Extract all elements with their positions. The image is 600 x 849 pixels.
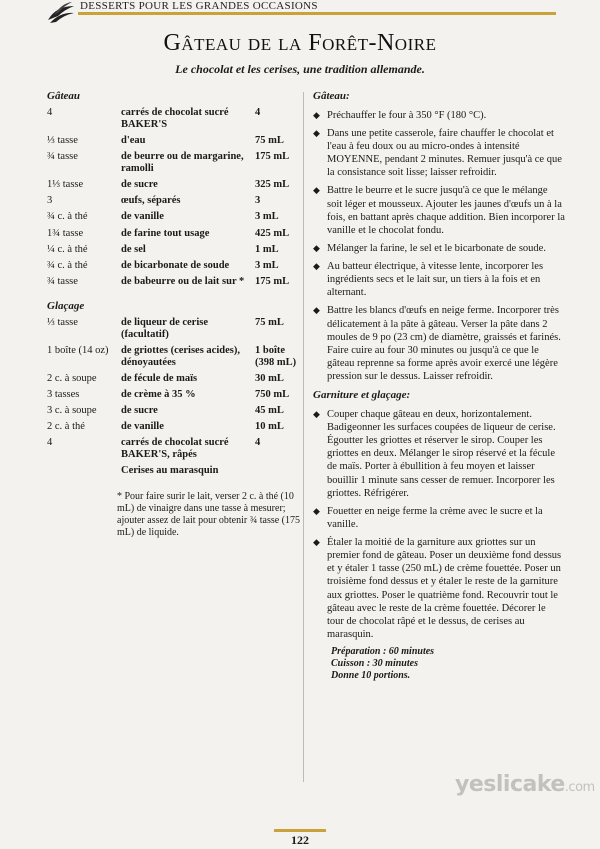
section-heading-gateau: Gâteau: [47, 90, 80, 102]
ingredient-quantity: 3 tasses: [47, 389, 80, 401]
ingredient-list-glacage: [47, 317, 297, 478]
ingredient-row: [47, 244, 297, 256]
instruction-step: [313, 184, 565, 237]
ingredient-quantity: 1¾ tasse: [47, 227, 84, 239]
ingredient-quantity: 2 c. à thé: [47, 421, 85, 433]
ingredient-row: [47, 211, 297, 223]
watermark-logo: [455, 772, 595, 797]
page-subtitle: Le chocolat et les cerises, une tradition allemande.: [175, 62, 425, 76]
ingredient-row: [47, 465, 297, 477]
ingredient-list-gateau: [47, 107, 297, 288]
instruction-step: [313, 536, 565, 641]
step-text: Préchauffer le four à 350 °F (180 °C).: [327, 109, 487, 121]
ingredient-name: de vanille: [121, 211, 164, 223]
ingredient-row: [47, 135, 297, 147]
ingredient-metric: 30 mL: [255, 373, 284, 384]
ingredient-name: de crème à 35 %: [121, 389, 196, 401]
footer-rule: [274, 829, 326, 832]
ingredient-quantity: 3 c. à soupe: [47, 405, 97, 417]
timing-info: [331, 646, 565, 682]
steps-heading-gateau: Gâteau:: [313, 90, 350, 102]
leaf-logo-icon: [46, 2, 76, 24]
step-list-gateau: [313, 109, 565, 383]
column-divider: [303, 92, 304, 782]
ingredient-metric: 1 mL: [255, 243, 279, 255]
ingredient-quantity: 1⅓ tasse: [47, 179, 84, 191]
ingredient-metric: 4: [255, 107, 261, 118]
ingredient-name: d'eau: [121, 135, 146, 147]
instruction-step: [313, 304, 565, 383]
ingredient-quantity: ⅓ tasse: [47, 316, 78, 328]
ingredient-name: œufs, séparés: [121, 195, 181, 207]
ingredient-quantity: ¾ c. à thé: [47, 211, 88, 223]
step-text: Étaler la moitié de la garniture aux griottes sur un premier fond de gâteau. Poser un deuxième fond dessus et y étaler 1 tasse (250 mL) de crème fouettée. Poser un troisième fond dessus et y étaler le reste de la garniture aux griottes. Poser le quatrième fond. Recouvrir tout le gâteau avec le reste de la crème fouettée. Décorer le tour de chocolat râpé et le dessus, de cerises au marasquin.: [327, 537, 562, 640]
step-text: Au batteur électrique, à vitesse lente, incorporer les ingrédients secs et le lait sur, un tiers à la fois et en alternant.: [327, 261, 544, 299]
ingredient-row: [47, 389, 297, 401]
ingredient-metric: 75 mL: [255, 135, 284, 147]
header-rule: [78, 12, 556, 15]
ingredient-metric: 4: [255, 437, 261, 449]
diamond-bullet-icon: ◆: [313, 305, 320, 316]
ingredient-metric: 45 mL: [255, 405, 284, 417]
diamond-bullet-icon: ◆: [313, 505, 320, 516]
diamond-bullet-icon: ◆: [313, 127, 320, 138]
ingredient-metric: 750 mL: [255, 389, 290, 401]
ingredient-row: [47, 276, 297, 288]
ingredient-row: [47, 373, 297, 385]
ingredient-name: de beurre ou de margarine, ramolli: [121, 151, 244, 175]
ingredient-quantity: 2 c. à soupe: [47, 373, 97, 384]
ingredient-metric: 3 mL: [255, 259, 279, 271]
instruction-step: [313, 260, 565, 299]
ingredients-column: [47, 90, 300, 539]
ingredient-row: [47, 107, 297, 131]
instruction-step: [313, 242, 565, 255]
diamond-bullet-icon: ◆: [313, 242, 320, 253]
watermark-main: yeslicake: [455, 772, 565, 797]
ingredient-metric: 325 mL: [255, 179, 290, 191]
ingredient-name: de vanille: [121, 421, 164, 433]
ingredient-row: [47, 421, 297, 433]
instructions-column: [313, 90, 565, 682]
step-list-garniture: [313, 408, 565, 641]
ingredient-metric: 1 boîte (398 mL): [255, 344, 297, 368]
ingredient-name: de fécule de maïs: [121, 373, 198, 384]
ingredient-metric: 425 mL: [255, 227, 290, 239]
instruction-step: [313, 127, 565, 180]
ingredient-metric: 175 mL: [255, 151, 290, 163]
ingredient-quantity: ¾ c. à thé: [47, 259, 88, 271]
ingredient-row: [47, 228, 297, 240]
ingredient-name: carrés de chocolat sucré BAKER'S, râpés: [121, 437, 229, 461]
ingredient-quantity: ¼ c. à thé: [47, 243, 88, 255]
ingredient-metric: 3 mL: [255, 211, 279, 223]
instruction-step: [313, 109, 565, 122]
yield: Donne 10 portions.: [331, 670, 411, 681]
ingredient-name: de griottes (cerises acides), dénoyautées: [121, 344, 240, 368]
footnote: * Pour faire surir le lait, verser 2 c. à thé (10 mL) de vinaigre dans une tasse à mesurer; ajouter assez de lait pour obtenir ¾ tasse (175 mL) de liquide.: [117, 491, 300, 539]
ingredient-quantity: ¾ tasse: [47, 151, 78, 163]
ingredient-row: [47, 345, 297, 369]
ingredient-row: [47, 179, 297, 191]
steps-heading-garniture: Garniture et glaçage:: [313, 389, 411, 402]
ingredient-row: [47, 405, 297, 417]
ingredient-metric: 3: [255, 195, 261, 207]
step-text: Battre le beurre et le sucre jusqu'à ce que le mélange soit léger et mousseux. Ajouter les jaunes d'œufs un à la fois, en battant après chaque addition. Bien incorporer la vanille et le chocolat fondu.: [327, 185, 565, 236]
ingredient-name: de bicarbonate de soude: [121, 259, 230, 271]
ingredient-quantity: 4: [47, 107, 53, 118]
header-title: DESSERTS POUR LES GRANDES OCCASIONS: [80, 0, 318, 12]
step-text: Mélanger la farine, le sel et le bicarbonate de soude.: [327, 242, 546, 254]
diamond-bullet-icon: ◆: [313, 185, 320, 196]
instruction-step: [313, 505, 565, 531]
diamond-bullet-icon: ◆: [313, 408, 320, 419]
ingredient-name: de liqueur de cerise (facultatif): [121, 316, 209, 340]
section-heading-glacage: Glaçage: [47, 299, 85, 312]
ingredient-metric: 175 mL: [255, 275, 290, 287]
diamond-bullet-icon: ◆: [313, 109, 320, 120]
ingredient-name: de sucre: [121, 405, 158, 417]
ingredient-name: Cerises au marasquin: [121, 465, 219, 477]
ingredient-quantity: ¾ tasse: [47, 275, 78, 287]
ingredient-quantity: 4: [47, 437, 53, 449]
step-text: Battre les blancs d'œufs en neige ferme. Incorporer très délicatement à la pâte à gâteau. Verser la pâte dans 2 moules de 9 po (23 cm) de diamètre, graissés et farinés. Faire cuire au four 30 minutes ou jusqu'à ce que le gâteau reprenne sa forme après avoir exercé une légère pression sur le dessus. Laisser refroidir.: [327, 305, 561, 382]
diamond-bullet-icon: ◆: [313, 537, 320, 547]
step-text: Fouetter en neige ferme la crème avec le sucre et la vanille.: [327, 505, 543, 530]
page-header: [0, 0, 600, 26]
page-title: Gâteau de la Forêt-Noire: [163, 30, 437, 56]
ingredient-name: de farine tout usage: [121, 227, 210, 239]
ingredient-quantity: ⅓ tasse: [47, 135, 78, 147]
ingredient-row: [47, 151, 297, 175]
ingredient-row: [47, 437, 297, 461]
prep-time: Préparation : 60 minutes: [331, 646, 435, 657]
step-text: Dans une petite casserole, faire chauffer le chocolat et l'eau à feu doux ou au micro-ondes à intensité MOYENNE, pendant 2 minutes. Remuer jusqu'à ce que la consistance soit lisse; laisser refroidir.: [327, 127, 562, 179]
ingredient-row: [47, 317, 297, 341]
ingredient-metric: 75 mL: [255, 316, 284, 328]
ingredient-name: de babeurre ou de lait sur *: [121, 275, 245, 287]
diamond-bullet-icon: ◆: [313, 261, 320, 271]
step-text: Couper chaque gâteau en deux, horizontalement. Badigeonner les surfaces coupées de liqueur de cerise. Égoutter les griottes et réserver le sirop. Couper les griottes en deux. Mélanger le sirop réservé et la fécule de maïs. Porter à ébullition à feu moyen et laisser bouillir 1 minute sans cesser de remuer. Incorporer les griottes. Réfrigérer.: [327, 408, 556, 499]
ingredient-name: de sucre: [121, 179, 158, 191]
instruction-step: [313, 408, 565, 500]
ingredient-metric: 10 mL: [255, 421, 284, 433]
cook-time: Cuisson : 30 minutes: [331, 658, 418, 669]
ingredient-row: [47, 195, 297, 207]
ingredient-row: [47, 260, 297, 272]
watermark-suffix: .com: [564, 780, 595, 795]
ingredient-quantity: 1 boîte (14 oz): [47, 344, 109, 356]
ingredient-name: de sel: [121, 243, 146, 255]
page-number: 122: [291, 833, 309, 847]
ingredient-quantity: 3: [47, 195, 53, 207]
ingredient-name: carrés de chocolat sucré BAKER'S: [121, 107, 229, 131]
